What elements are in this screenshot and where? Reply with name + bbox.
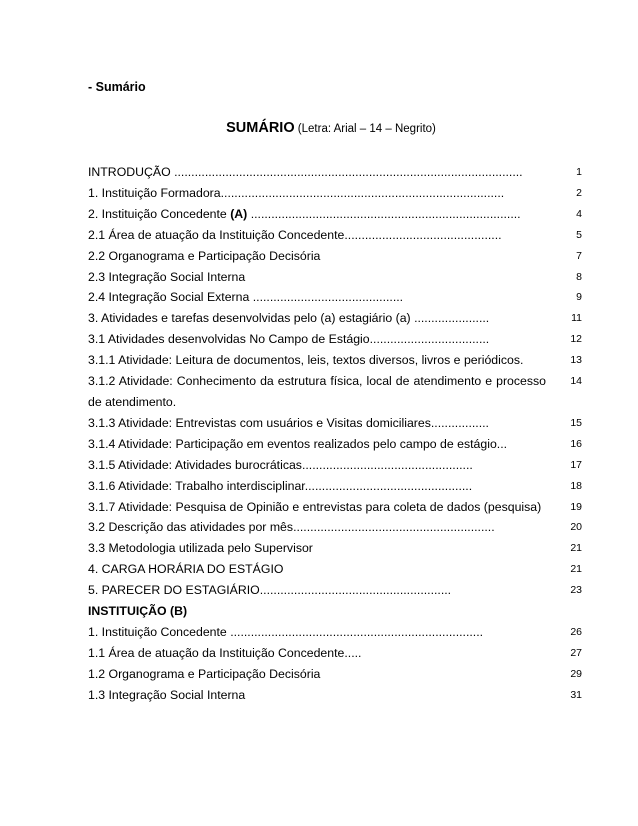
toc-entry-text: 1.2 Organograma e Participação Decisória — [88, 666, 321, 681]
title-note: (Letra: Arial – 14 – Negrito) — [294, 123, 436, 135]
toc-entry — [88, 517, 582, 538]
toc-entry — [88, 308, 582, 329]
toc-leader-dots: ...................... — [414, 311, 490, 326]
toc-entry-title — [88, 246, 546, 267]
toc-page-number: 16 — [570, 437, 582, 450]
toc-entry-title — [88, 643, 546, 664]
toc-leader-dots: .................................................. — [301, 457, 473, 472]
toc-leader-dots: ...................................................................................................... — [174, 165, 523, 179]
toc-entry — [88, 225, 582, 246]
toc-entry — [88, 601, 582, 622]
toc-entry-text: 3.1.7 Atividade: Pesquisa de Opinião e entrevistas para coleta de dados (pesquisa) — [88, 499, 542, 514]
toc-entry-text: 5. PARECER DO ESTAGIÁRIO — [88, 583, 260, 598]
toc-entry-text: 1. Instituição Formadora — [88, 185, 221, 200]
toc-page-number: 9 — [576, 291, 582, 304]
toc-entry-text: 3.2 Descrição das atividades por mês — [88, 520, 294, 535]
toc-page-number: 31 — [570, 688, 582, 701]
toc-entry-text: 3.1 Atividades desenvolvidas No Campo de Estágio — [88, 332, 370, 347]
toc-leader-dots: ................................................................................... — [220, 185, 505, 200]
toc-entry — [88, 371, 582, 413]
toc-page-number: 1 — [576, 166, 582, 178]
toc-leader-dots: .............................................. — [344, 227, 502, 242]
toc-entry-text: INSTITUIÇÃO (B) — [88, 604, 188, 619]
toc-entry — [88, 580, 582, 601]
toc-entry-text: 2.1 Área de atuação da Instituição Concedente — [88, 227, 345, 242]
toc-page-number: 18 — [570, 479, 582, 492]
page-title — [0, 120, 638, 136]
toc-entry-text: 2.3 Integração Social Interna — [88, 269, 246, 284]
toc-entry-title — [88, 267, 546, 288]
toc-entry-text: 3.1.1 Atividade: Leitura de documentos, leis, textos diversos, livros e periódicos. — [88, 353, 524, 368]
toc-entry-title — [88, 580, 546, 601]
toc-entry-title — [88, 434, 546, 455]
toc-entry-title — [88, 329, 546, 350]
toc-entry — [88, 413, 582, 434]
toc-leader-dots: .......................................................................... — [230, 624, 484, 639]
toc-page-number: 20 — [570, 521, 582, 534]
toc-entry — [88, 329, 582, 350]
toc-entry-title — [88, 497, 546, 518]
toc-page-number: 11 — [571, 312, 582, 325]
toc-entry — [88, 350, 582, 371]
toc-page-number: 21 — [570, 542, 582, 555]
toc-leader-dots: ................................... — [369, 332, 490, 347]
toc-leader-dots: ............................................................................... — [247, 206, 521, 221]
toc-leader-dots: ............................................ — [252, 290, 404, 305]
toc-entry-text: 4. CARGA HORÁRIA DO ESTÁGIO — [88, 562, 284, 577]
toc-leader-dots: ..... — [344, 645, 362, 660]
toc-entry-title — [88, 183, 546, 204]
toc-entry-title — [88, 455, 546, 476]
toc-entry — [88, 246, 582, 267]
toc-entry — [88, 538, 582, 559]
toc-page-number: 19 — [570, 500, 582, 513]
toc-page-number: 15 — [570, 416, 582, 429]
toc-page-number: 4 — [576, 207, 582, 220]
toc-entry-title — [88, 517, 546, 538]
toc-entry — [88, 287, 582, 308]
toc-page-number: 8 — [576, 270, 582, 283]
toc-entry — [88, 622, 582, 643]
toc-entry-title — [88, 622, 546, 643]
toc-entry-text: INTRODUÇÃO — [88, 165, 175, 179]
toc-page-number: 13 — [570, 354, 582, 367]
toc-entry-title — [88, 287, 546, 308]
toc-entry — [88, 476, 582, 497]
toc-entry-text: 1.1 Área de atuação da Instituição Concedente — [88, 645, 345, 660]
toc-entry-title — [88, 308, 546, 329]
toc-leader-dots: ........................................................... — [293, 520, 495, 535]
toc-entry-text: 3.1.2 Atividade: Conhecimento da estrutura física, local de atendimento e processo de atendimento. — [88, 374, 546, 409]
toc-entry — [88, 434, 582, 455]
toc-entry — [88, 497, 582, 518]
toc-entry-title — [88, 476, 546, 497]
toc-leader-dots: ................. — [430, 415, 489, 430]
toc-page-number: 21 — [570, 563, 582, 576]
toc-entry — [88, 559, 582, 580]
toc-entry-bold-part: (A) — [230, 206, 248, 221]
toc-entry-text: 2.4 Integração Social Externa — [88, 290, 253, 305]
toc-entry-title — [88, 413, 546, 434]
toc-page-number: 26 — [570, 625, 582, 638]
toc-entry-text: 2. Instituição Concedente — [88, 206, 231, 221]
toc-entry — [88, 685, 582, 706]
toc-entry-title — [88, 685, 546, 706]
toc-entry-text: 3.1.5 Atividade: Atividades burocráticas — [88, 457, 302, 472]
toc-entry-title — [88, 162, 546, 183]
toc-entry — [88, 183, 582, 204]
section-label: - Sumário — [88, 80, 146, 94]
toc-entry-title — [88, 559, 546, 580]
toc-entry-text: 3.1.4 Atividade: Participação em eventos realizados pelo campo de estágio... — [88, 436, 508, 451]
toc-entry — [88, 643, 582, 664]
toc-page-number: 12 — [570, 333, 582, 346]
toc-entry — [88, 267, 582, 288]
toc-entry-title — [88, 204, 546, 225]
toc-entry-title — [88, 371, 546, 413]
toc-entry — [88, 664, 582, 685]
toc-entry — [88, 204, 582, 225]
table-of-contents — [88, 162, 582, 706]
toc-page-number: 2 — [576, 186, 582, 199]
toc-entry-text: 1.3 Integração Social Interna — [88, 687, 246, 702]
toc-page-number: 14 — [570, 375, 582, 388]
toc-entry-title — [88, 225, 546, 246]
toc-entry-text: 3. Atividades e tarefas desenvolvidas pelo (a) estagiário (a) — [88, 311, 415, 326]
toc-page-number: 29 — [570, 667, 582, 680]
toc-page-number: 27 — [570, 646, 582, 659]
toc-page-number: 17 — [570, 458, 582, 471]
toc-page-number: 5 — [576, 228, 582, 241]
toc-entry-title — [88, 350, 546, 371]
toc-leader-dots: ........................................................ — [259, 583, 452, 598]
toc-entry-title — [88, 664, 546, 685]
toc-entry-text: 3.1.3 Atividade: Entrevistas com usuários e Visitas domiciliares — [88, 415, 431, 430]
toc-entry — [88, 162, 582, 183]
toc-entry — [88, 455, 582, 476]
toc-page-number: 23 — [570, 584, 582, 597]
toc-entry-text: 1. Instituição Concedente — [88, 624, 231, 639]
toc-entry-text: 3.1.6 Atividade: Trabalho interdisciplinar — [88, 478, 305, 493]
toc-entry-text: 2.2 Organograma e Participação Decisória — [88, 248, 321, 263]
title-main: SUMÁRIO — [226, 120, 295, 136]
toc-page-number: 7 — [576, 249, 582, 262]
toc-entry-text: 3.3 Metodologia utilizada pelo Supervisor — [88, 541, 313, 556]
toc-entry-title — [88, 601, 546, 622]
toc-entry-title — [88, 538, 546, 559]
toc-leader-dots: ................................................. — [304, 478, 473, 493]
